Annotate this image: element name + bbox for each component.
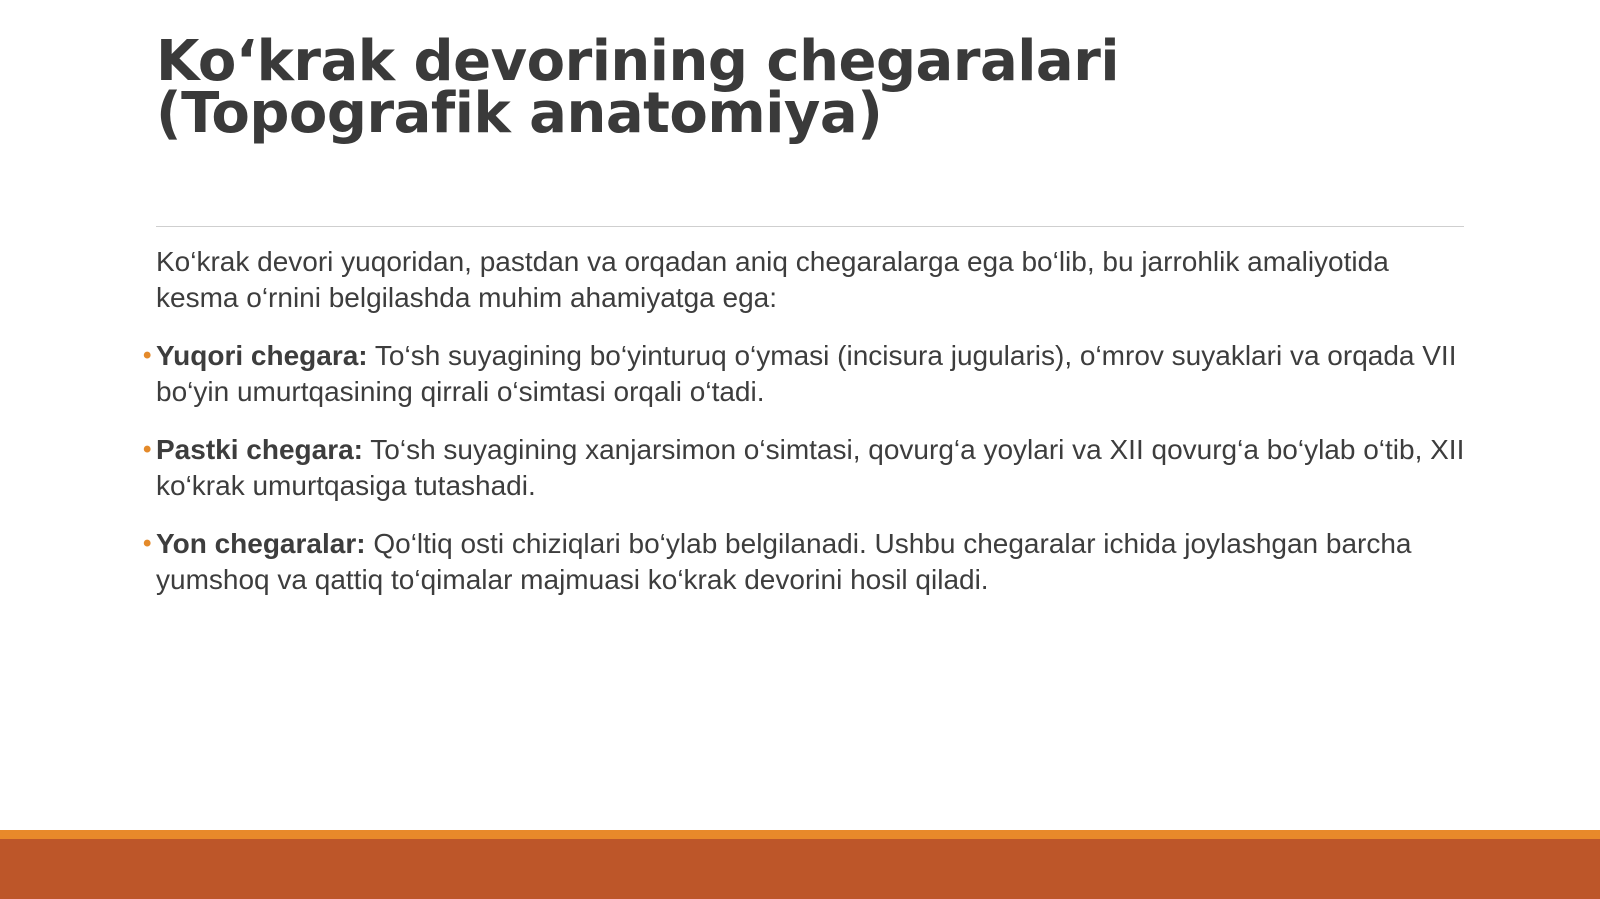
- bullet-label: Yon chegaralar:: [156, 528, 366, 559]
- bullet-item-lower-border: [143, 432, 1476, 504]
- bullet-dot-icon: •: [143, 436, 152, 463]
- bullet-dot-icon: •: [143, 530, 152, 557]
- bullet-label: Yuqori chegara:: [156, 340, 368, 371]
- bullet-text: Qo‘ltiq osti chiziqlari bo‘ylab belgilanadi. Ushbu chegaralar ichida joylashgan barcha yumshoq va qattiq to‘qimalar majmuasi ko‘krak devorini hosil qiladi.: [156, 528, 1412, 595]
- bullet-dot-icon: •: [143, 342, 152, 369]
- bullet-label: Pastki chegara:: [156, 434, 363, 465]
- bullet-text: To‘sh suyagining xanjarsimon o‘simtasi, qovurg‘a yoylari va XII qovurg‘a bo‘ylab o‘tib, XII ko‘krak umurtqasiga tutashadi.: [156, 434, 1465, 501]
- bullet-text: To‘sh suyagining bo‘yinturuq o‘ymasi (incisura jugularis), o‘mrov suyaklari va orqada VII bo‘yin umurtqasining qirrali o‘simtasi orqali o‘tadi.: [156, 340, 1457, 407]
- slide-title: Ko‘krak devorining chegaralari (Topografik anatomiya): [156, 29, 1120, 146]
- slide-body: [143, 244, 1476, 620]
- bullet-item-upper-border: [143, 338, 1476, 410]
- footer-accent-stripe: [0, 830, 1600, 839]
- bullet-item-side-borders: [143, 526, 1476, 598]
- intro-paragraph: Ko‘krak devori yuqoridan, pastdan va orqadan aniq chegaralarga ega bo‘lib, bu jarrohlik amaliyotida kesma o‘rnini belgilashda muhim ahamiyatga ega:: [156, 246, 1389, 313]
- footer-bar: [0, 839, 1600, 899]
- title-divider: [156, 226, 1464, 227]
